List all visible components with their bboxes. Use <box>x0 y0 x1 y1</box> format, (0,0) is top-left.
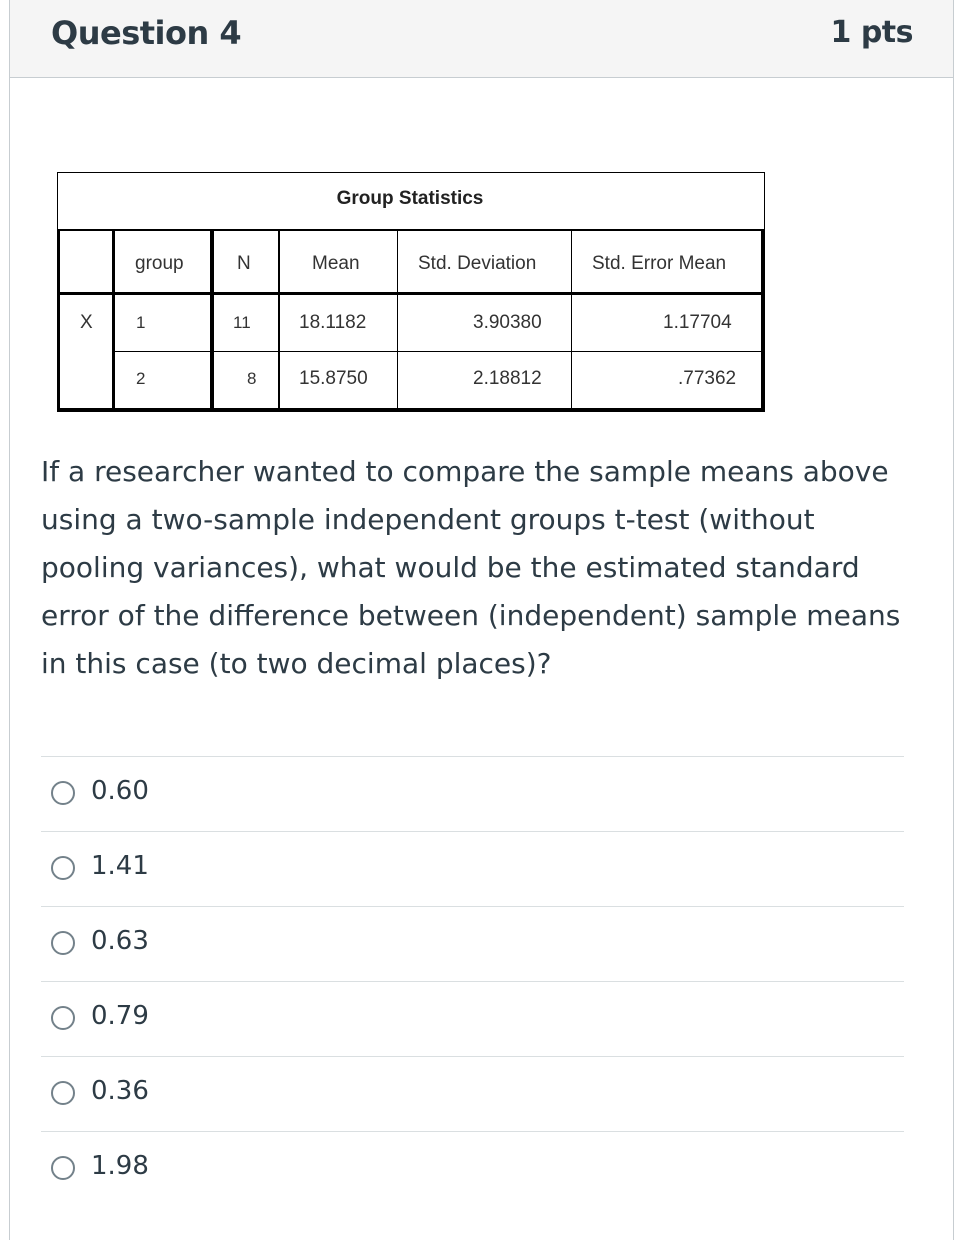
row1-group: 1 <box>136 313 146 332</box>
sd-col-rule <box>571 229 572 412</box>
answer-label: 0.79 <box>91 1001 149 1031</box>
radio-button[interactable] <box>51 931 75 955</box>
answer-label: 0.63 <box>91 926 149 956</box>
answer-label: 0.60 <box>91 776 149 806</box>
row2-n: 8 <box>247 369 257 388</box>
row1-sd: 3.90380 <box>473 312 542 333</box>
header-top-rule <box>57 229 765 231</box>
header-mean: Mean <box>312 253 360 274</box>
question-prompt: If a researcher wanted to compare the sample means above using a two-sample independent groups t-test (without pooling variances), what would be the estimated standard error of the difference between (independent) sample means in this case (to two decimal places)? <box>41 455 901 680</box>
table-bottom-rule <box>57 408 765 412</box>
answer-label: 1.41 <box>91 851 149 881</box>
group-statistics-table <box>57 172 765 412</box>
variable-col-rule <box>112 229 115 412</box>
table-right-rule <box>761 229 765 412</box>
row1-mean: 18.1182 <box>299 312 367 333</box>
question-title: Question 4 <box>51 14 242 52</box>
answer-list <box>41 756 904 1206</box>
table-left-rule <box>57 229 60 412</box>
header-group: group <box>135 253 184 274</box>
radio-button[interactable] <box>51 1081 75 1105</box>
row1-se: 1.17704 <box>663 312 732 333</box>
header-std-error-mean: Std. Error Mean <box>592 253 727 274</box>
question-points: 1 pts <box>830 15 913 50</box>
answer-option[interactable] <box>41 906 904 981</box>
answer-option[interactable] <box>41 831 904 906</box>
answer-label: 0.36 <box>91 1076 149 1106</box>
row2-se: .77362 <box>678 368 737 389</box>
question-header <box>10 0 953 78</box>
header-n: N <box>237 253 251 274</box>
answer-option[interactable] <box>41 756 904 831</box>
row2-mean: 15.8750 <box>299 368 368 389</box>
n-col-rule <box>278 229 280 412</box>
row2-group: 2 <box>136 369 146 388</box>
group-col-rule <box>210 229 214 412</box>
radio-button[interactable] <box>51 1156 75 1180</box>
row2-sd: 2.18812 <box>473 368 542 389</box>
radio-button[interactable] <box>51 781 75 805</box>
radio-button[interactable] <box>51 856 75 880</box>
mean-col-rule <box>397 229 398 412</box>
answer-option[interactable] <box>41 1131 904 1206</box>
answer-label: 1.98 <box>91 1151 149 1181</box>
table-caption: Group Statistics <box>336 188 484 209</box>
header-bottom-rule <box>57 292 765 295</box>
header-std-deviation: Std. Deviation <box>418 253 537 274</box>
radio-button[interactable] <box>51 1006 75 1030</box>
variable-label: X <box>80 312 93 333</box>
answer-option[interactable] <box>41 981 904 1056</box>
answer-option[interactable] <box>41 1056 904 1131</box>
row1-n: 11 <box>233 313 251 332</box>
